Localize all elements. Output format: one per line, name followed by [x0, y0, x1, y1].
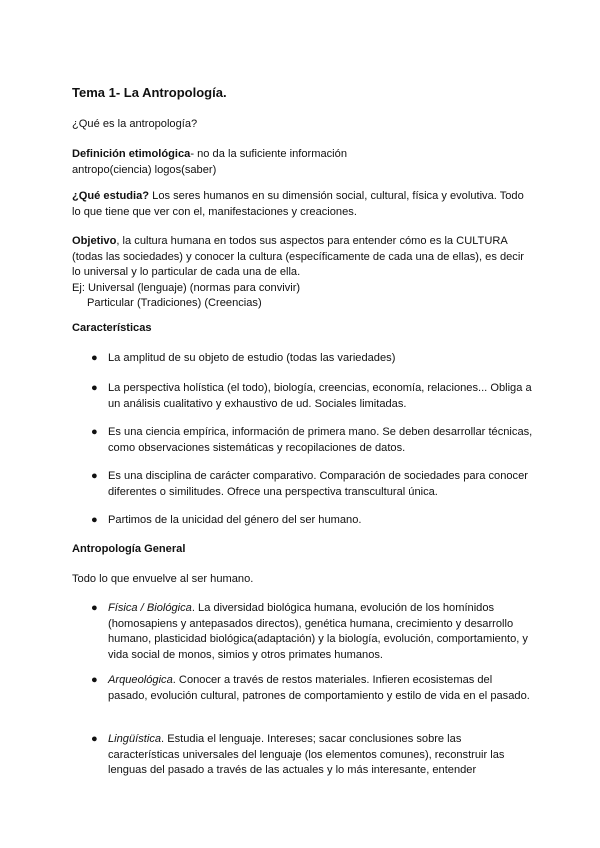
item-term: Lingüística: [108, 733, 162, 745]
bullet-icon: ●: [91, 470, 98, 482]
item-text: . Conocer a través de restos materiales. Infieren ecosistemas del pasado, evolución cultural, patrones de comportamiento y estilo de vida en el pasado.: [108, 674, 530, 702]
general-heading: Antropología General: [72, 543, 186, 555]
item-text: . Estudia el lenguaje. Intereses; sacar conclusiones sobre las características universales del lenguaje (los elementos comunes), reconstruir las lenguas del pasado a través de las actuales y lo más interesante, entender: [108, 733, 505, 776]
list-item: Es una ciencia empírica, información de primera mano. Se deben desarrollar técnicas, como observaciones sistemáticas y recopilaciones de datos.: [108, 426, 533, 454]
page-title: Tema 1- La Antropología.: [72, 85, 227, 100]
item-text: . La diversidad biológica humana, evolución de los homínidos (homosapiens y antepasados directos), genética humana, crecimiento y desarrollo humano, plasticidad biológica(adaptación) y la biología, evolución, comportamiento, y vida social de monos, simios y otros primates humanos.: [108, 602, 528, 661]
objetivo-paragraph: [72, 234, 532, 312]
bullet-icon: ●: [91, 602, 98, 614]
estudia-text: Los seres humanos en su dimensión social, cultural, física y evolutiva. Todo lo que tiene que ver con el, manifestaciones y creaciones.: [72, 190, 524, 218]
objetivo-particular: Particular (Tradiciones) (Creencias): [87, 297, 262, 309]
definicion-line2: antropo(ciencia) logos(saber): [72, 163, 217, 176]
general-intro: Todo lo que envuelve al ser humano.: [72, 573, 254, 585]
bullet-icon: ●: [91, 674, 98, 686]
item-term: Arqueológica: [108, 674, 173, 686]
caracteristicas-heading: Características: [72, 322, 152, 334]
objetivo-label: Objetivo: [72, 235, 117, 247]
bullet-icon: ●: [91, 352, 98, 364]
list-item: [108, 601, 533, 663]
bullet-icon: ●: [91, 514, 98, 526]
definicion-label: Definición etimológica: [72, 148, 191, 160]
list-item: [108, 732, 533, 779]
bullet-icon: ●: [91, 733, 98, 745]
bullet-icon: ●: [91, 382, 98, 394]
definicion-paragraph: [72, 147, 532, 178]
list-item: Es una disciplina de carácter comparativo. Comparación de sociedades para conocer diferentes o similitudes. Ofrece una perspectiva transcultural única.: [108, 470, 528, 498]
list-item: Partimos de la unicidad del género del ser humano.: [108, 514, 362, 526]
list-item: La amplitud de su objeto de estudio (todas las variedades): [108, 352, 396, 364]
list-item: [108, 673, 533, 704]
objetivo-text: , la cultura humana en todos sus aspectos para entender cómo es la CULTURA (todas las sociedades) y conocer la cultura (específicamente de cada una de ellas), es decir lo universal y lo particular de cada una de ella.: [72, 235, 525, 278]
estudia-paragraph: [72, 189, 532, 220]
list-item: La perspectiva holística (el todo), biología, creencias, economía, relaciones... Obliga a un análisis cualitativo y exhaustivo de ud. Sociales limitadas.: [108, 382, 532, 410]
question-line: ¿Qué es la antropología?: [72, 118, 198, 130]
item-term: Física / Biológica: [108, 602, 192, 614]
definicion-text: - no da la suficiente información: [190, 148, 347, 160]
bullet-icon: ●: [91, 426, 98, 438]
estudia-label: ¿Qué estudia?: [72, 190, 150, 202]
objetivo-ej: Ej: Universal (lenguaje) (normas para convivir): [72, 281, 301, 294]
